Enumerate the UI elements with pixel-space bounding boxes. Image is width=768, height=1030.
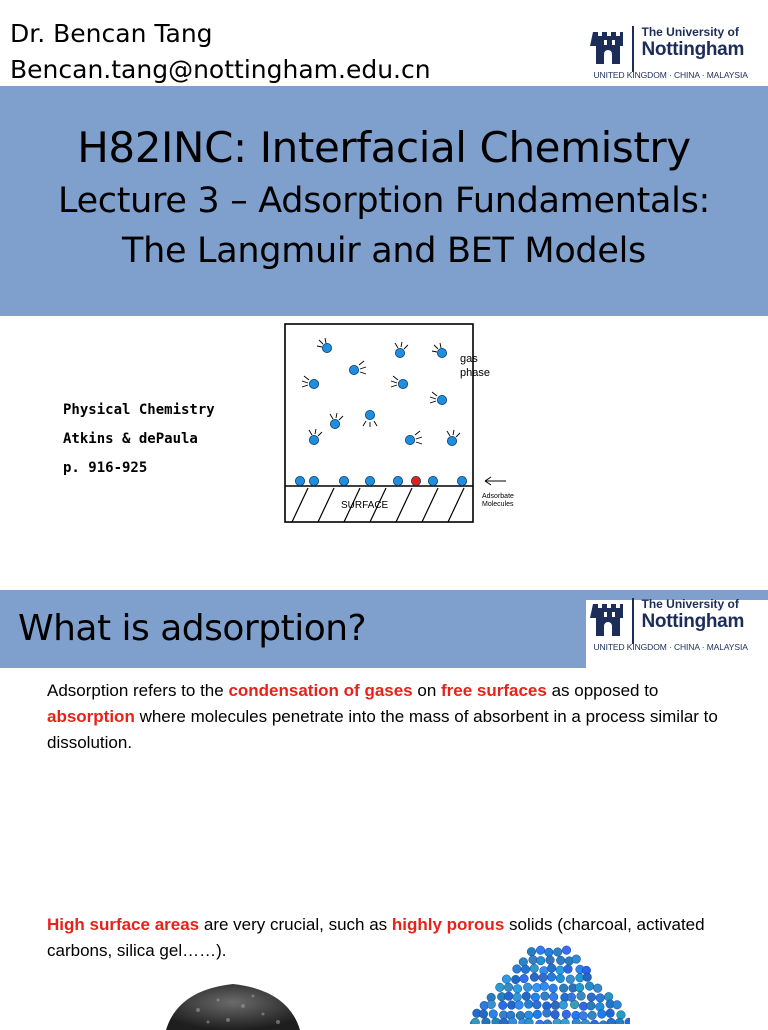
slide-title: What is adsorption? bbox=[18, 608, 367, 649]
text-run: are very crucial, such as bbox=[199, 915, 392, 934]
silica-bead bbox=[562, 1010, 571, 1019]
silica-bead bbox=[545, 948, 554, 957]
silica-bead bbox=[559, 1001, 568, 1010]
silica-bead bbox=[536, 956, 545, 965]
silica-bead bbox=[479, 1010, 488, 1019]
text-run: as opposed to bbox=[546, 681, 659, 700]
lecture-title-line2: The Langmuir and BET Models bbox=[122, 231, 646, 271]
silica-bead bbox=[539, 973, 548, 982]
adsorbate-molecule bbox=[457, 476, 466, 485]
silica-bead bbox=[520, 974, 529, 983]
silica-bead bbox=[617, 1011, 626, 1020]
reference-line: p. 916-925 bbox=[63, 460, 148, 476]
silica-bead bbox=[513, 993, 522, 1002]
logo-line2: Nottingham bbox=[641, 39, 745, 60]
silica-bead bbox=[590, 1020, 599, 1024]
silica-bead bbox=[496, 983, 505, 992]
castle-crest-icon bbox=[590, 598, 626, 642]
highlight-high-surface-areas: High surface areas bbox=[47, 915, 200, 934]
silica-bead bbox=[606, 1009, 615, 1018]
highlighted-adsorbate-molecule bbox=[411, 476, 420, 485]
adsorbate-molecule bbox=[393, 476, 402, 485]
silica-bead bbox=[575, 983, 584, 992]
silica-bead bbox=[547, 964, 556, 973]
university-logo bbox=[590, 598, 748, 652]
silica-bead bbox=[527, 947, 536, 956]
reference-line: Physical Chemistry bbox=[63, 402, 215, 418]
silica-bead bbox=[556, 974, 565, 983]
silica-bead bbox=[572, 1018, 581, 1024]
silica-bead bbox=[524, 1000, 533, 1009]
silica-bead bbox=[504, 983, 513, 992]
silica-bead bbox=[607, 1018, 616, 1024]
silica-bead bbox=[533, 1000, 542, 1009]
silica-bead bbox=[551, 1010, 560, 1019]
silica-bead bbox=[561, 1019, 570, 1024]
silica-bead bbox=[556, 956, 565, 965]
adsorbate-molecule bbox=[428, 476, 437, 485]
charcoal-image bbox=[158, 970, 308, 1030]
silica-bead bbox=[604, 992, 613, 1001]
text-run: solids (charcoal, activated carbons, silica gel……). bbox=[47, 915, 705, 960]
silica-bead bbox=[570, 1000, 579, 1009]
adsorbate-molecule bbox=[295, 476, 304, 485]
silica-bead bbox=[546, 956, 555, 965]
silica-bead bbox=[549, 993, 558, 1002]
left-arrow-icon bbox=[485, 477, 506, 485]
silica-bead bbox=[535, 1020, 544, 1024]
highlight-free-surfaces: free surfaces bbox=[441, 681, 547, 700]
text-run: on bbox=[412, 681, 441, 700]
adsorption-diagram bbox=[280, 318, 540, 528]
silica-bead bbox=[587, 1002, 596, 1011]
silica-bead bbox=[522, 992, 531, 1001]
silica-bead bbox=[543, 1009, 552, 1018]
silica-bead bbox=[577, 992, 586, 1001]
silica-bead bbox=[566, 975, 575, 984]
silica-bead bbox=[489, 1010, 498, 1019]
author-email: Bencan.tang@nottingham.edu.cn bbox=[10, 55, 431, 84]
adsorbate-label: Adsorbate bbox=[482, 493, 514, 500]
silica-bead bbox=[593, 984, 602, 993]
silica-bead bbox=[508, 1018, 517, 1024]
reference-line: Atkins & dePaula bbox=[63, 431, 198, 447]
text-run: Adsorption refers to the bbox=[47, 681, 229, 700]
reference-block bbox=[63, 396, 215, 483]
definition-paragraph bbox=[47, 678, 727, 756]
silica-bead bbox=[536, 946, 545, 955]
highlight-absorption: absorption bbox=[47, 707, 135, 726]
silica-bead bbox=[553, 948, 562, 957]
silica-bead bbox=[588, 1011, 597, 1020]
silica-bead bbox=[513, 965, 522, 974]
silica-bead bbox=[556, 966, 565, 975]
silica-bead bbox=[487, 1000, 496, 1009]
adsorbate-molecule bbox=[365, 476, 374, 485]
author-block bbox=[10, 16, 431, 88]
title-band bbox=[0, 86, 768, 316]
silica-bead bbox=[519, 958, 528, 967]
logo-line3: UNITED KINGDOM · CHINA · MALAYSIA bbox=[593, 642, 748, 652]
silica-bead bbox=[551, 1001, 560, 1010]
author-name: Dr. Bencan Tang bbox=[10, 19, 213, 48]
silica-bead bbox=[471, 1018, 480, 1024]
silica-bead bbox=[482, 1018, 491, 1024]
silica-bead bbox=[547, 973, 556, 982]
silica-bead bbox=[511, 975, 520, 984]
logo-divider bbox=[632, 26, 634, 72]
adsorbate-molecule bbox=[339, 476, 348, 485]
logo-line3: UNITED KINGDOM · CHINA · MALAYSIA bbox=[593, 70, 748, 80]
silica-bead bbox=[513, 984, 522, 993]
silica-bead bbox=[597, 1010, 606, 1019]
logo-line1: The University of bbox=[641, 597, 739, 611]
course-title: H82INC: Interfacial Chemistry bbox=[77, 123, 691, 172]
silica-bead bbox=[504, 992, 513, 1001]
silica-bead bbox=[541, 992, 550, 1001]
silica-bead bbox=[502, 975, 511, 984]
silica-bead bbox=[533, 1010, 542, 1019]
silica-bead bbox=[530, 973, 539, 982]
lecture-title-line1: Lecture 3 – Adsorption Fundamentals: bbox=[57, 181, 710, 221]
phase-label: phase bbox=[460, 367, 490, 379]
silica-bead bbox=[572, 955, 581, 964]
content-slide bbox=[0, 580, 768, 1024]
logo-divider bbox=[632, 598, 634, 644]
silica-bead bbox=[498, 1001, 507, 1010]
silica-bead bbox=[500, 1018, 509, 1024]
silica-bead bbox=[532, 983, 541, 992]
silica-bead bbox=[583, 973, 592, 982]
silica-bead bbox=[559, 984, 568, 993]
silica-bead bbox=[564, 965, 573, 974]
text-run: where molecules penetrate into the mass of absorbent in a process similar to dissolution. bbox=[47, 707, 718, 752]
molecules-label: Molecules bbox=[482, 501, 514, 508]
highlight-highly-porous: highly porous bbox=[391, 915, 505, 934]
silica-bead bbox=[549, 984, 558, 993]
silica-bead bbox=[492, 1018, 501, 1024]
silica-bead bbox=[562, 946, 571, 955]
silica-bead bbox=[553, 1018, 562, 1024]
surface-label: SURFACE bbox=[341, 500, 389, 511]
silica-bead bbox=[521, 965, 530, 974]
adsorbate-molecule bbox=[309, 476, 318, 485]
logo-line2: Nottingham bbox=[641, 611, 745, 632]
gas-label: gas bbox=[460, 353, 478, 365]
silica-bead bbox=[625, 1018, 630, 1024]
silica-bead bbox=[530, 964, 539, 973]
castle-crest-icon bbox=[590, 26, 626, 70]
logo-line1: The University of bbox=[641, 25, 739, 39]
silica-bead bbox=[596, 994, 605, 1003]
silica-bead bbox=[579, 1011, 588, 1020]
silica-bead bbox=[585, 982, 594, 991]
silica-bead bbox=[531, 993, 540, 1002]
silica-bead bbox=[529, 956, 538, 965]
silica-bead bbox=[515, 1001, 524, 1010]
silica-gel-beads-image bbox=[470, 942, 630, 1024]
silica-bead bbox=[523, 983, 532, 992]
silica-bead bbox=[540, 982, 549, 991]
silica-bead bbox=[613, 1000, 622, 1009]
university-logo bbox=[590, 26, 748, 80]
highlight-condensation: condensation of gases bbox=[228, 681, 413, 700]
silica-bead bbox=[543, 1020, 552, 1024]
silica-bead bbox=[587, 993, 596, 1002]
